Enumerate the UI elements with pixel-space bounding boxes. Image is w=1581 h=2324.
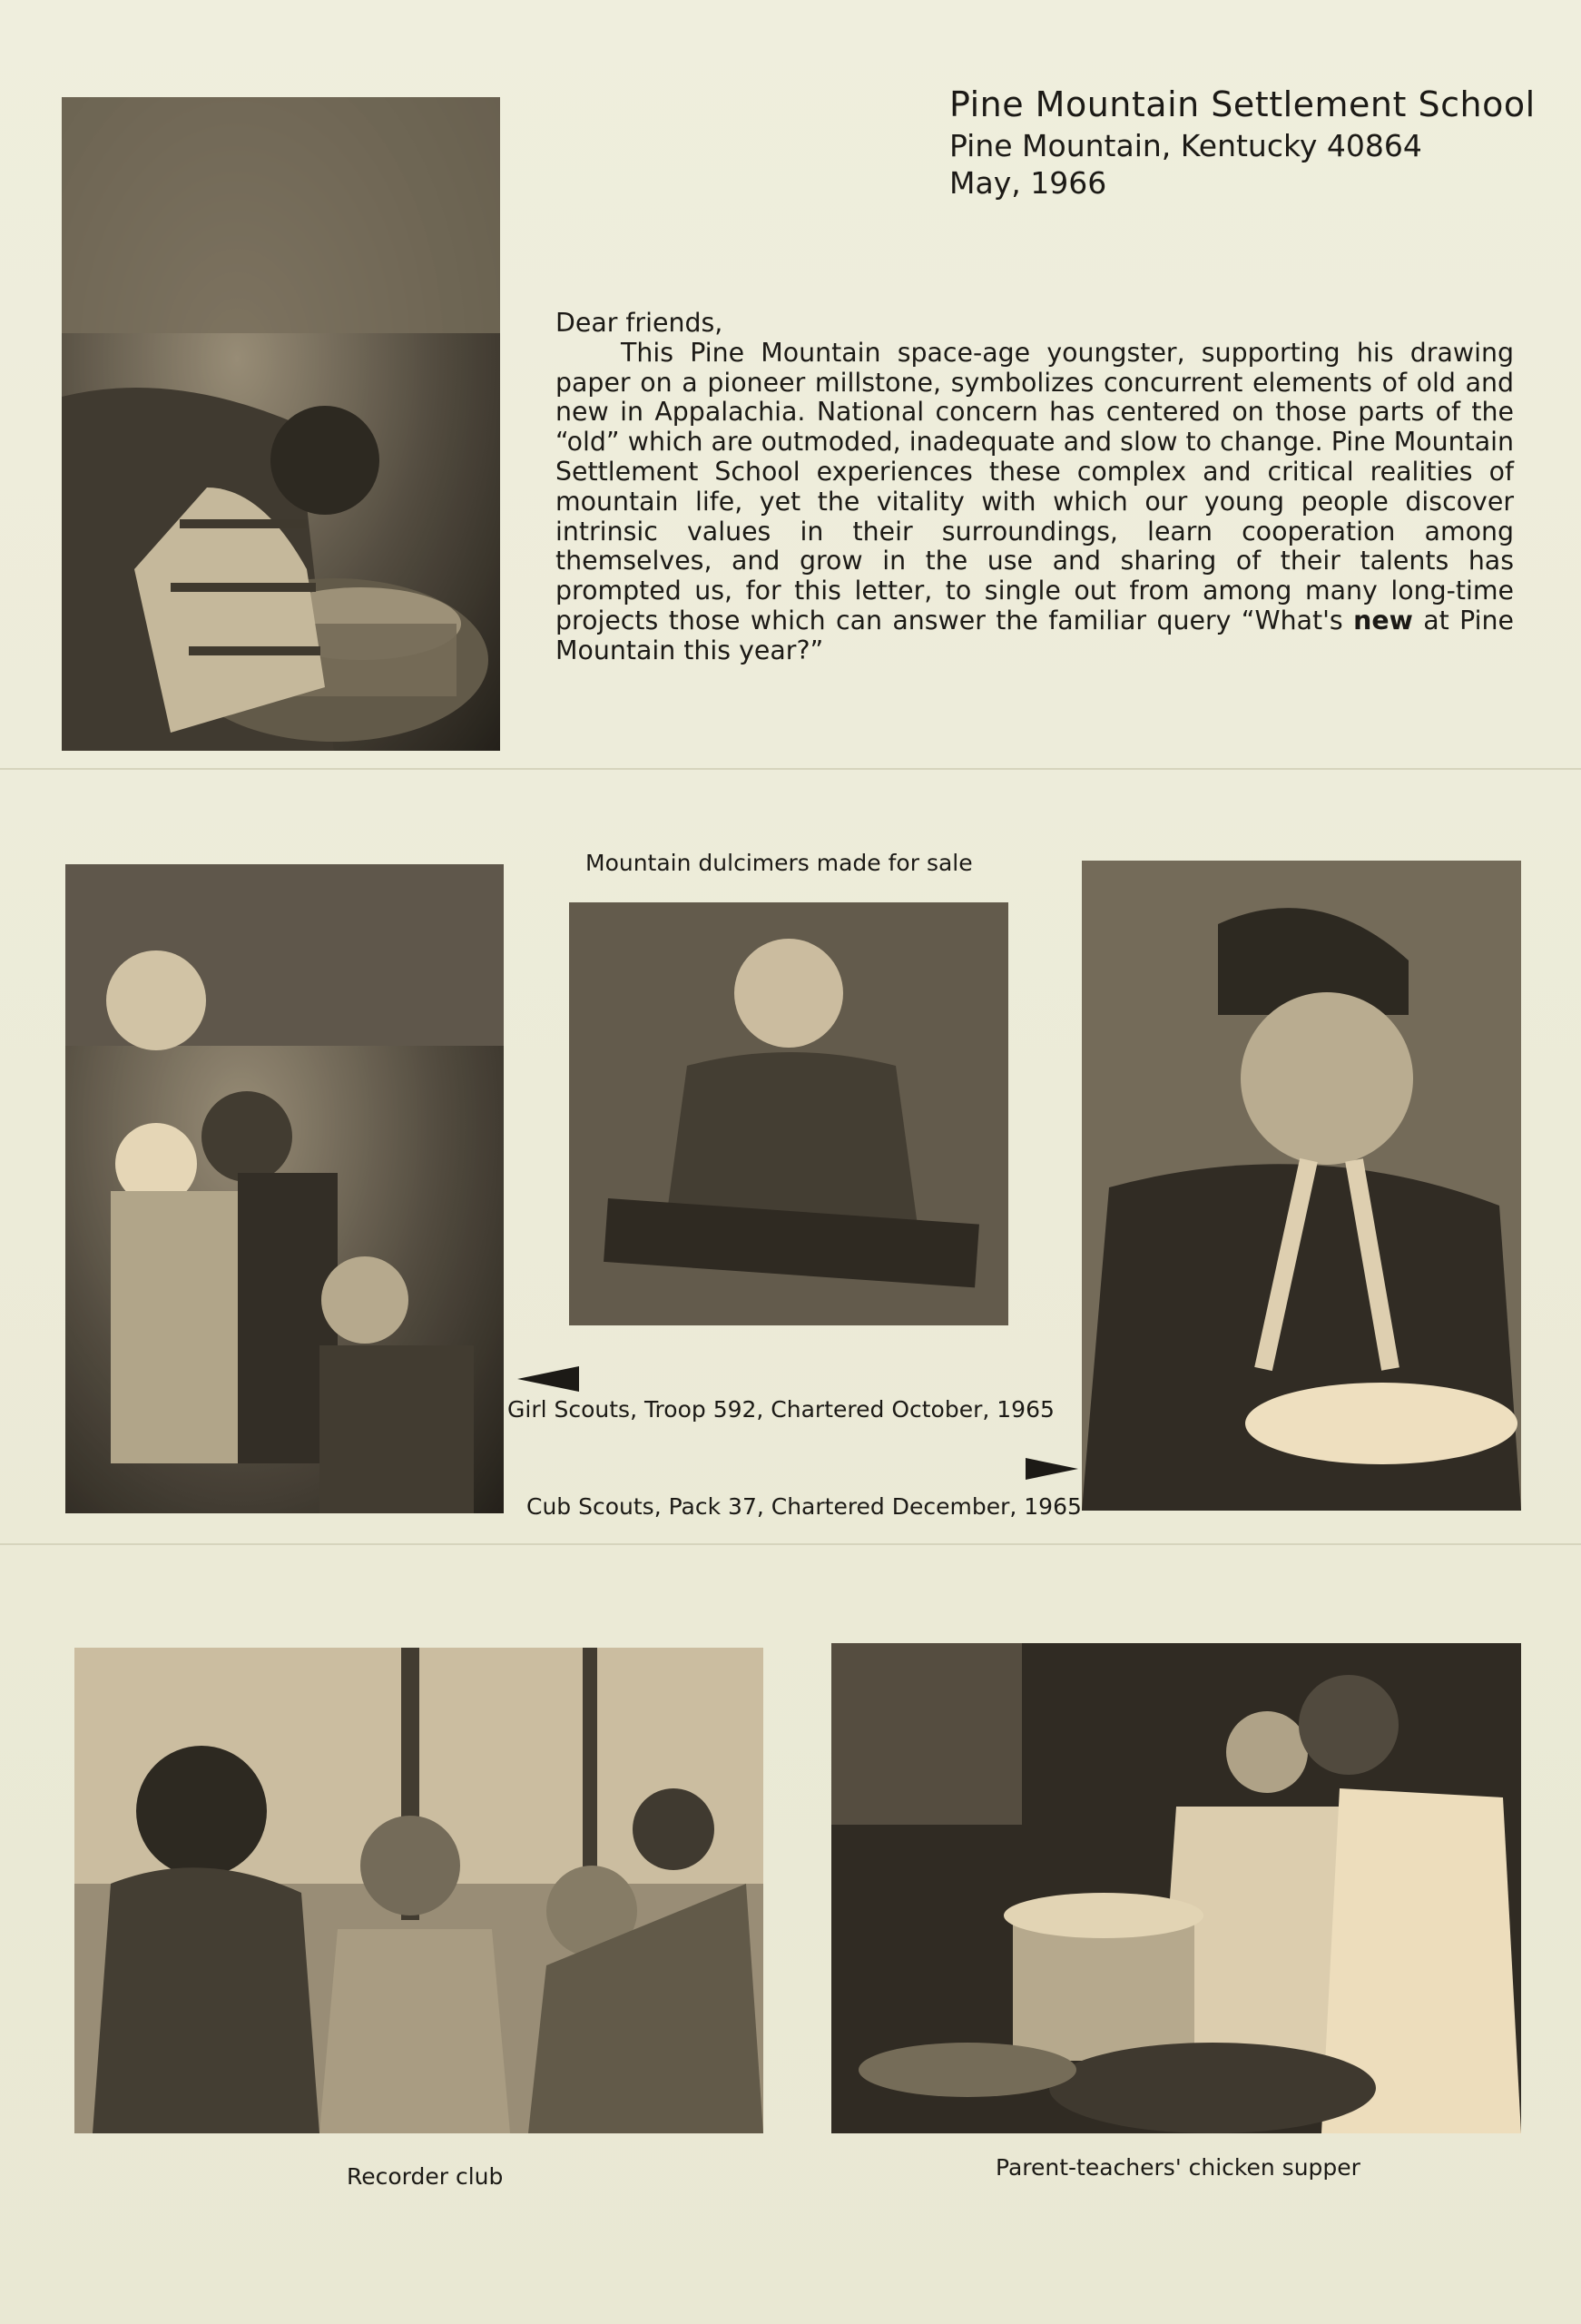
school-name: Pine Mountain Settlement School: [949, 84, 1536, 124]
letter-date: May, 1966: [949, 164, 1107, 201]
paragraph-text: This Pine Mountain space-age youngster, supporting his drawing paper on a pioneer millstone, symbolizes concurrent elements of old and new in Appalachia. National concern has centered on those parts of the “old” which are outmoded, inadequate and slow to change. Pine Mountain Settlement School experiences these complex and critical realities of mountain life, yet the vitality with which our young people discover intrinsic values in their surroundings, learn cooperation among themselves, and grow in the use and sharing of their talents has prompted us, for this letter, to single out from among many long-time projects those which can answer the familiar query “What's: [555, 337, 1514, 635]
caption-cub-scouts: Cub Scouts, Pack 37, Chartered December, 1965: [526, 1493, 1082, 1520]
salutation: Dear friends,: [555, 308, 723, 338]
caption-chicken-supper: Parent-teachers' chicken supper: [996, 2154, 1360, 2181]
fold-line-upper: [0, 768, 1581, 770]
photo-recorder-club: [74, 1648, 763, 2133]
arrow-cub-scouts: [1026, 1458, 1078, 1480]
caption-recorder-club: Recorder club: [347, 2163, 504, 2190]
photo-girl-scouts: [65, 864, 504, 1513]
arrow-girl-scouts: [517, 1366, 579, 1392]
photo-chicken-supper: [831, 1643, 1521, 2133]
photo-cub-scout: [1082, 861, 1521, 1511]
letter-body: [555, 309, 1514, 666]
emphasis-new: new: [1353, 605, 1413, 635]
letter-paragraph: [555, 339, 1514, 666]
caption-girl-scouts: Girl Scouts, Troop 592, Chartered October, 1965: [507, 1396, 1055, 1423]
photo-dulcimer-girl: [569, 902, 1008, 1325]
photo-boy-on-millstone: [62, 97, 500, 751]
paragraph-ending: at Pine Mountain this year?”: [555, 605, 1515, 665]
caption-dulcimers: Mountain dulcimers made for sale: [585, 850, 973, 876]
letterhead: [949, 84, 1536, 202]
fold-line-lower: [0, 1543, 1581, 1545]
school-address: Pine Mountain, Kentucky 40864: [949, 127, 1422, 163]
